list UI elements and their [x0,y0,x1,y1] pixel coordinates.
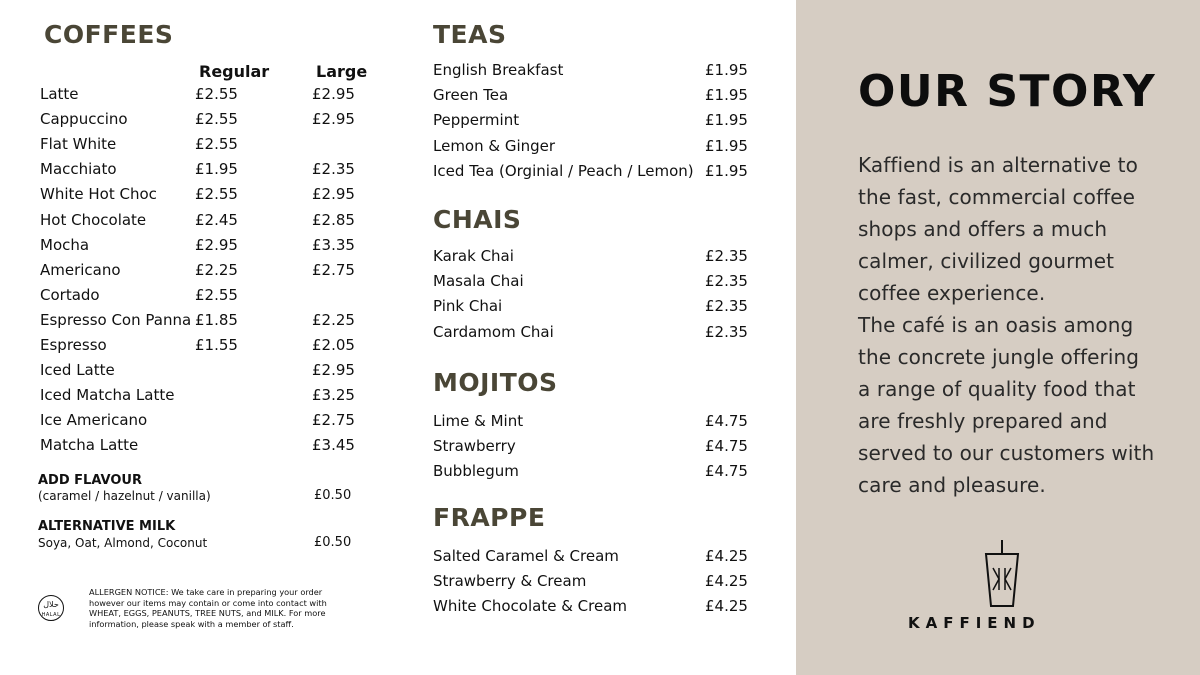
coffee-item-name: Matcha Latte [40,436,139,455]
teas-heading: TEAS [433,20,507,49]
coffee-item-name: Latte [40,85,79,103]
halal-badge [38,595,64,621]
story-line: Kaffiend is an alternative to [858,153,1138,177]
coffee-item-large-price: £2.25 [312,310,355,329]
mojitos-item-price: £4.75 [705,462,748,481]
story-line: calmer, civilized gourmet [858,249,1115,273]
coffee-item-name: Flat White [40,135,117,154]
story-line: the fast, commercial coffee [858,185,1136,209]
mojitos-item-price: £4.75 [705,437,748,456]
regular-column-header: Regular [199,62,270,81]
story-title: OUR STORY [858,66,1157,117]
story-line: care and pleasure. [858,473,1046,497]
add-flavour-price: £0.50 [314,488,352,503]
chais-heading: CHAIS [433,205,522,234]
add-flavour-detail: (caramel / hazelnut / vanilla) [38,489,211,503]
coffee-item-large-price: £3.25 [312,386,355,405]
coffee-item-large-price: £2.95 [312,110,355,129]
frappe-item-price: £4.25 [705,547,748,565]
large-column-header: Large [316,62,368,81]
teas-item-price: £1.95 [705,61,748,79]
coffee-item-regular-price: £1.85 [195,310,238,329]
coffee-item-name: Mocha [40,235,90,254]
coffee-item-large-price: £2.35 [312,160,355,179]
teas-item-name: English Breakfast [433,61,564,79]
story-line: The café is an oasis among [858,313,1134,337]
chais-item-name: Cardamom Chai [433,322,554,341]
frappe-heading: FRAPPE [433,503,546,532]
coffee-item-regular-price: £1.55 [195,336,238,354]
coffee-item-large-price: £2.95 [312,185,355,204]
cup-logo-icon [982,540,1022,608]
coffee-item-large-price: £2.95 [312,85,355,103]
coffee-item-large-price: £2.05 [312,336,355,354]
story-line: shops and offers a much [858,217,1108,241]
teas-item-name: Iced Tea (Orginial / Peach / Lemon) [433,161,694,180]
chais-item-name: Masala Chai [433,272,524,291]
story-line: coffee experience. [858,281,1046,305]
frappe-item-price: £4.25 [705,597,748,616]
coffee-item-name: Ice Americano [40,411,148,430]
halal-badge-label: HALAL [41,612,61,618]
alt-milk-price: £0.50 [314,535,352,550]
chais-item-price: £2.35 [705,322,748,341]
teas-item-name: Peppermint [433,111,520,130]
alt-milk-title: ALTERNATIVE MILK [38,519,176,534]
chais-item-price: £2.35 [705,272,748,291]
chais-item-price: £2.35 [705,247,748,265]
coffee-item-name: Hot Chocolate [40,210,147,229]
teas-item-price: £1.95 [705,161,748,180]
chais-item-price: £2.35 [705,297,748,316]
coffee-item-name: Cappuccino [40,110,128,129]
mojitos-item-name: Strawberry [433,437,516,456]
add-flavour-title: ADD FLAVOUR [38,473,142,488]
halal-badge-arabic: حلال [43,600,59,609]
story-line: a range of quality food that [858,377,1136,401]
coffee-item-large-price: £2.95 [312,361,355,380]
chais-item-name: Pink Chai [433,297,503,316]
story-line: are freshly prepared and [858,409,1108,433]
coffee-item-regular-price: £2.55 [195,85,238,103]
coffee-item-large-price: £2.75 [312,411,355,430]
coffee-item-regular-price: £2.95 [195,235,238,254]
coffee-item-name: Macchiato [40,160,117,179]
coffee-item-regular-price: £1.95 [195,160,238,179]
coffee-item-name: Cortado [40,285,100,304]
our-story-panel [796,0,1200,675]
frappe-item-price: £4.25 [705,572,748,591]
coffee-item-name: White Hot Choc [40,185,157,204]
teas-item-price: £1.95 [705,136,748,155]
teas-item-name: Lemon & Ginger [433,136,556,155]
coffees-heading: COFFEES [44,20,174,49]
coffee-item-large-price: £3.35 [312,235,355,254]
story-line: served to our customers with [858,441,1155,465]
coffee-item-regular-price: £2.55 [195,135,238,154]
mojitos-item-price: £4.75 [705,412,748,430]
teas-item-price: £1.95 [705,111,748,130]
coffee-item-regular-price: £2.55 [195,185,238,204]
coffee-item-name: Iced Latte [40,361,115,380]
brand-wordmark: KAFFIEND [908,614,1041,632]
frappe-item-name: Salted Caramel & Cream [433,547,619,565]
coffee-item-regular-price: £2.55 [195,285,238,304]
coffee-item-regular-price: £2.45 [195,210,238,229]
coffee-item-large-price: £2.85 [312,210,355,229]
coffee-item-regular-price: £2.55 [195,110,238,129]
teas-item-name: Green Tea [433,86,509,105]
chais-item-name: Karak Chai [433,247,514,265]
mojitos-heading: MOJITOS [433,368,558,397]
coffee-item-large-price: £3.45 [312,436,355,455]
coffee-item-regular-price: £2.25 [195,260,238,279]
teas-item-price: £1.95 [705,86,748,105]
coffee-item-name: Espresso Con Panna [40,310,192,329]
frappe-item-name: Strawberry & Cream [433,572,587,591]
mojitos-item-name: Bubblegum [433,462,519,481]
coffee-item-name: Espresso [40,336,107,354]
allergen-notice: ALLERGEN NOTICE: We take care in preparing your order however our items may contain or come into contact with WHEAT, EGGS, PEANUTS, TREE NUTS, and MILK. For more information, please speak with a member of staff. [89,587,327,629]
alt-milk-detail: Soya, Oat, Almond, Coconut [38,536,208,550]
coffee-item-name: Americano [40,260,121,279]
story-line: the concrete jungle offering [858,345,1140,369]
mojitos-item-name: Lime & Mint [433,412,524,430]
frappe-item-name: White Chocolate & Cream [433,597,628,616]
coffee-item-large-price: £2.75 [312,260,355,279]
coffee-item-name: Iced Matcha Latte [40,386,175,405]
